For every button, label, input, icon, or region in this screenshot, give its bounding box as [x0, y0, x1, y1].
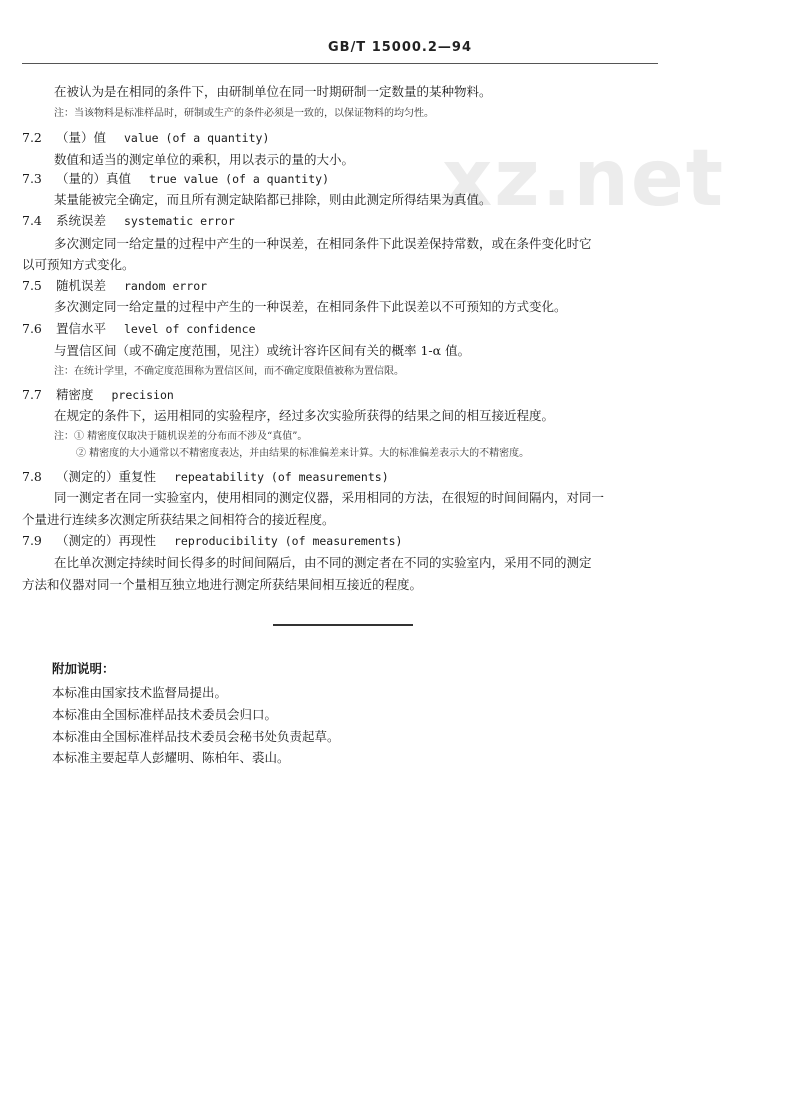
term-7-3 — [22, 171, 329, 187]
definition-line: 在比单次测定持续时间长得多的时间间隔后，由不同的测定者在不同的实验室内，采用不同的测定 — [54, 555, 592, 570]
term-en: random error — [123, 279, 208, 293]
term-note: ② 精密度的大小通常以不精密度表达，并由结果的标准偏差来计算。大的标准偏差表示大的不精密度。 — [76, 448, 530, 459]
term-number: 7.8 — [22, 469, 42, 484]
term-en: level of confidence — [123, 322, 256, 336]
term-7-2 — [22, 130, 269, 146]
term-note: 注：① 精密度仅取决于随机误差的分布而不涉及“真值”。 — [54, 431, 308, 442]
definition-line: 多次测定同一给定量的过程中产生的一种误差，在相同条件下此误差保持常数，或在条件变化时它 — [54, 236, 592, 251]
term-7-6 — [22, 321, 256, 337]
term-cn: 精密度 — [55, 387, 94, 402]
term-7-9 — [22, 533, 402, 549]
intro-note: 注：当该物料是标准样品时，研制或生产的条件必须是一致的，以保证物料的均匀性。 — [54, 108, 434, 119]
appendix-line: 本标准由全国标准样品技术委员会归口。 — [52, 707, 278, 722]
definition-line: 多次测定同一给定量的过程中产生的一种误差，在相同条件下此误差以不可预知的方式变化。 — [54, 299, 567, 314]
definition-line: 同一测定者在同一实验室内，使用相同的测定仪器，采用相同的方法，在很短的时间间隔内，对同一 — [54, 490, 605, 505]
term-number: 7.4 — [22, 213, 42, 228]
term-en: precision — [111, 388, 174, 402]
term-cn: （量的）真值 — [55, 171, 131, 186]
appendix-line: 本标准由全国标准样品技术委员会秘书处负责起草。 — [52, 729, 340, 744]
end-divider — [273, 624, 413, 626]
definition-line: 在规定的条件下，运用相同的实验程序，经过多次实验所获得的结果之间的相互接近程度。 — [54, 408, 555, 423]
term-cn: （量）值 — [55, 130, 106, 145]
term-7-8 — [22, 469, 389, 485]
term-cn: （测定的）再现性 — [55, 533, 156, 548]
term-en: value (of a quantity) — [123, 131, 270, 145]
term-en: repeatability (of measurements) — [173, 470, 389, 484]
term-7-7 — [22, 387, 174, 403]
term-7-5 — [22, 278, 207, 294]
term-cn: 置信水平 — [55, 321, 106, 336]
term-en: systematic error — [123, 214, 235, 228]
term-number: 7.2 — [22, 130, 42, 145]
definition-line: 与置信区间（或不确定度范围，见注）或统计容许区间有关的概率 1-α 值。 — [54, 343, 471, 358]
appendix-title: 附加说明： — [52, 661, 115, 676]
term-number: 7.5 — [22, 278, 42, 293]
definition-line: 方法和仪器对同一个量相互独立地进行测定所获结果间相互接近的程度。 — [22, 577, 423, 592]
watermark: xz.net — [442, 134, 726, 224]
definition-line: 以可预知方式变化。 — [22, 257, 135, 272]
definition-line: 数值和适当的测定单位的乘积，用以表示的量的大小。 — [54, 152, 355, 167]
term-number: 7.3 — [22, 171, 42, 186]
definition-line: 某量能被完全确定，而且所有测定缺陷都已排除，则由此测定所得结果为真值。 — [54, 192, 492, 207]
definition-line: 个量进行连续多次测定所获结果之间相符合的接近程度。 — [22, 512, 335, 527]
term-number: 7.9 — [22, 533, 42, 548]
term-number: 7.7 — [22, 387, 42, 402]
term-note: 注：在统计学里，不确定度范围称为置信区间，而不确定度限值被称为置信限。 — [54, 366, 404, 377]
term-en: reproducibility (of measurements) — [173, 534, 403, 548]
term-cn: 系统误差 — [55, 213, 106, 228]
term-number: 7.6 — [22, 321, 42, 336]
appendix-line: 本标准主要起草人彭耀明、陈柏年、裘山。 — [52, 750, 290, 765]
intro-line: 在被认为是在相同的条件下，由研制单位在同一时期研制一定数量的某种物料。 — [54, 84, 492, 99]
term-7-4 — [22, 213, 235, 229]
term-en: true value (of a quantity) — [148, 172, 329, 186]
header-rule — [22, 63, 658, 64]
term-cn: （测定的）重复性 — [55, 469, 156, 484]
term-cn: 随机误差 — [55, 278, 106, 293]
appendix-line: 本标准由国家技术监督局提出。 — [52, 685, 228, 700]
standard-code: GB/T 15000.2—94 — [327, 40, 473, 55]
